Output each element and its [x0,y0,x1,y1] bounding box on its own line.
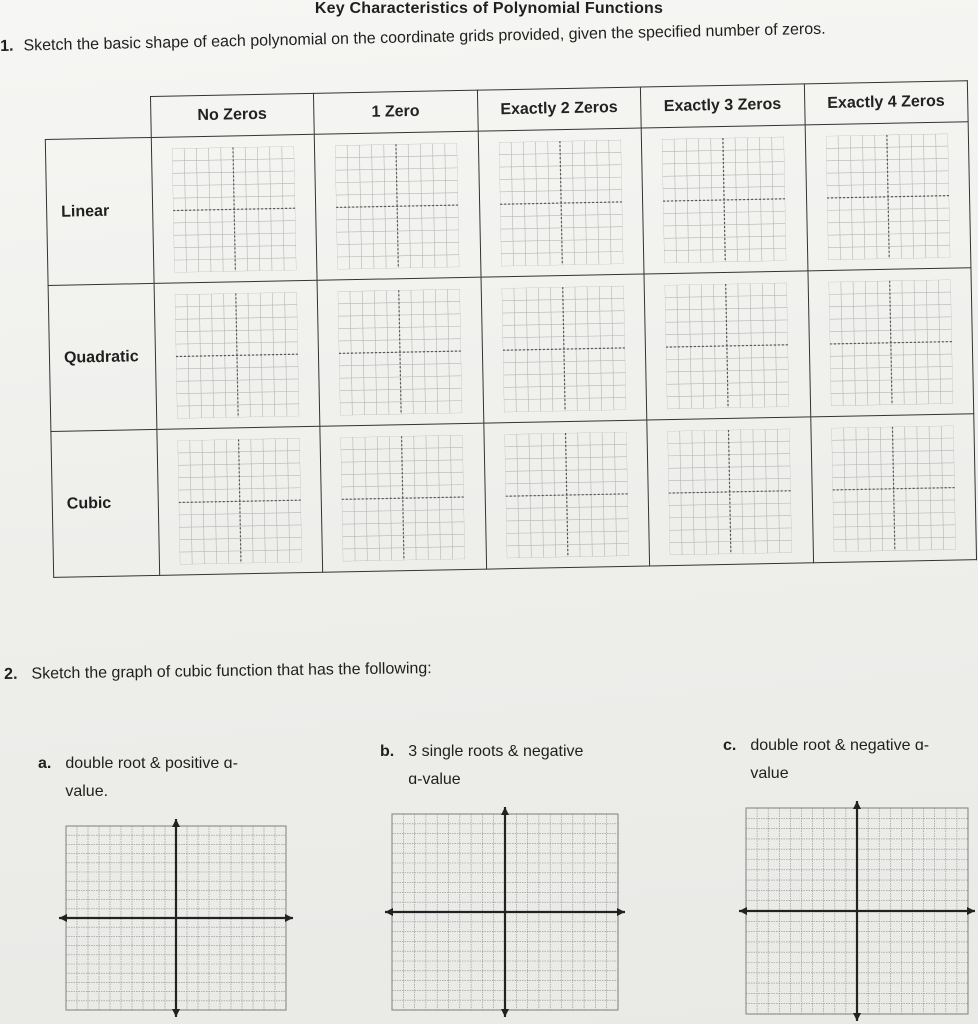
part-b [380,738,583,794]
mini-grid[interactable] [828,279,952,405]
table-corner [45,96,151,139]
row-label-linear: Linear [45,137,153,285]
mini-grid[interactable] [335,143,459,269]
row-label-quadratic: Quadratic [48,283,156,431]
question-1 [0,21,826,56]
page-title: Key Characteristics of Polynomial Functions [314,0,664,17]
grid-cell[interactable] [314,131,480,280]
grid-cell[interactable] [154,280,320,429]
polynomial-table [44,80,978,596]
arrow-right-icon [285,914,293,922]
question-1-number: 1. [0,37,14,55]
table-row [45,122,971,286]
question-1-text: Sketch the basic shape of each polynomial on the coordinate grids provided, given the specified number of zeros. [23,20,826,55]
col-header-no-zeros: No Zeros [150,93,314,137]
part-a-line1: double root & positive ɑ- [65,755,238,772]
grid-cell[interactable] [483,420,649,569]
question-2-text: Sketch the graph of cubic function that has the following: [31,660,432,683]
mini-grid[interactable] [175,292,299,418]
part-c-line2: value [750,765,789,782]
mini-grid[interactable] [501,285,625,411]
zeros-table [44,80,977,578]
grid-cell[interactable] [644,271,810,420]
big-grid-c[interactable] [738,800,976,1022]
mini-grid[interactable] [499,139,623,265]
part-a-letter: a. [38,755,52,772]
part-b-line1: 3 single roots & negative [408,743,584,760]
grid-cell[interactable] [317,277,483,426]
part-b-letter: b. [380,743,395,760]
grid-cell[interactable] [156,426,322,575]
arrow-up-icon [501,807,509,815]
mini-grid[interactable] [504,431,628,557]
grid-cell[interactable] [641,125,807,274]
grid-cell[interactable] [478,128,644,277]
part-c [723,732,929,788]
part-c-letter: c. [723,737,737,754]
table-row [48,268,974,432]
big-grid-a[interactable] [58,818,294,1018]
arrow-left-icon [59,914,67,922]
mini-grid[interactable] [662,136,786,262]
col-header-3-zeros: Exactly 3 Zeros [640,84,804,128]
mini-grid[interactable] [826,133,950,259]
question-2-number: 2. [4,665,18,683]
mini-grid[interactable] [668,428,792,554]
mini-grid[interactable] [665,282,789,408]
arrow-up-icon [853,801,861,809]
mini-grid[interactable] [177,438,301,564]
table-row [51,414,977,578]
question-2 [4,660,432,684]
big-grid-b[interactable] [384,806,626,1018]
arrow-right-icon [967,907,975,915]
grid-cell[interactable] [810,414,976,563]
col-header-4-zeros: Exactly 4 Zeros [804,81,968,125]
col-header-1-zero: 1 Zero [313,90,477,134]
arrow-left-icon [739,907,747,915]
grid-cell[interactable] [151,134,317,283]
arrow-down-icon [172,1009,180,1017]
col-header-2-zeros: Exactly 2 Zeros [477,87,641,131]
grid-cell[interactable] [320,423,486,572]
grid-cell[interactable] [481,274,647,423]
arrow-down-icon [853,1013,861,1021]
part-a [38,750,238,806]
grid-cell[interactable] [647,417,813,566]
arrow-down-icon [501,1009,509,1017]
grid-cell[interactable] [807,268,973,417]
mini-grid[interactable] [341,435,465,561]
arrow-up-icon [172,819,180,827]
part-b-line2: ɑ-value [408,771,461,788]
row-label-cubic: Cubic [51,429,159,577]
part-a-line2: value. [65,783,109,800]
arrow-left-icon [385,908,393,916]
mini-grid[interactable] [172,146,296,272]
mini-grid[interactable] [831,425,955,551]
grid-cell[interactable] [805,122,971,271]
arrow-right-icon [617,908,625,916]
part-c-line1: double root & negative ɑ- [750,737,930,754]
mini-grid[interactable] [338,289,462,415]
